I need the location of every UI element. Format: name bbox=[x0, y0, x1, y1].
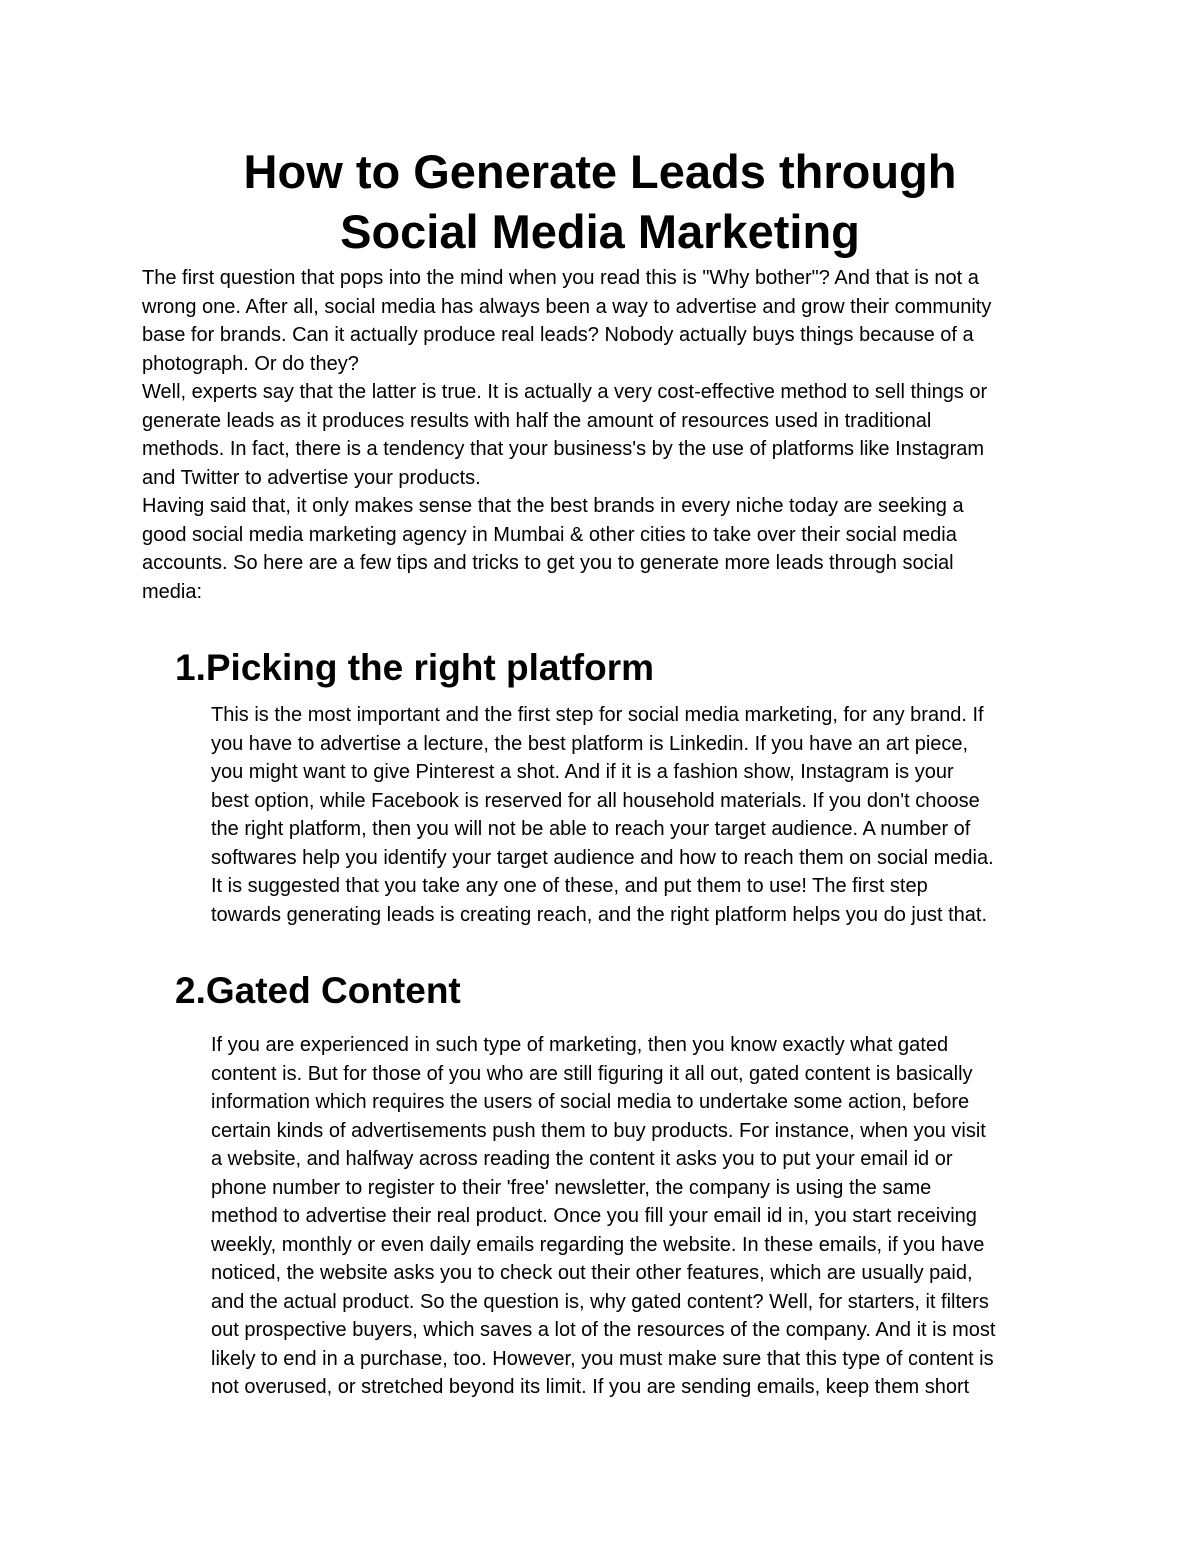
text-line: and Twitter to advertise your products. bbox=[142, 466, 481, 489]
text-line: softwares help you identify your target audience and how to reach them on social media. bbox=[211, 846, 994, 869]
section-body-gated-content bbox=[211, 1031, 1071, 1402]
text-line: method to advertise their real product. Once you fill your email id in, you start receiving bbox=[211, 1205, 977, 1227]
title-line: How to Generate Leads through bbox=[243, 145, 957, 198]
text-line: not overused, or stretched beyond its limit. If you are sending emails, keep them short bbox=[211, 1376, 970, 1398]
intro-text bbox=[142, 264, 1082, 606]
text-line: best option, while Facebook is reserved for all household materials. If you don't choose bbox=[211, 789, 980, 812]
text-line: noticed, the website asks you to check out their other features, which are usually paid, bbox=[211, 1262, 973, 1284]
text-line: the right platform, then you will not be able to reach your target audience. A number of bbox=[211, 818, 971, 840]
text-line: you might want to give Pinterest a shot. And if it is a fashion show, Instagram is your bbox=[211, 761, 954, 783]
document-title bbox=[140, 142, 1060, 262]
text-line: media: bbox=[142, 580, 203, 603]
text-line: out prospective buyers, which saves a lot of the resources of the company. And it is most bbox=[211, 1319, 996, 1341]
text-line: generate leads as it produces results with half the amount of resources used in traditional bbox=[142, 409, 932, 432]
text-line: base for brands. Can it actually produce real leads? Nobody actually buys things because of a bbox=[142, 324, 974, 346]
text-line: This is the most important and the first step for social media marketing, for any brand. If bbox=[211, 704, 984, 726]
section-heading-gated-content: 2.Gated Content bbox=[175, 970, 461, 1011]
text-line: likely to end in a purchase, too. However, you must make sure that this type of content is bbox=[211, 1347, 994, 1370]
title-line: Social Media Marketing bbox=[340, 205, 860, 258]
text-line: a website, and halfway across reading the content it asks you to put your email id or bbox=[211, 1148, 953, 1170]
text-line: It is suggested that you take any one of these, and put them to use! The first step bbox=[211, 875, 928, 897]
text-line: phone number to register to their 'free' newsletter, the company is using the same bbox=[211, 1176, 932, 1199]
section-heading-picking-platform: 1.Picking the right platform bbox=[175, 647, 654, 688]
text-line: The first question that pops into the mind when you read this is "Why bother"? And that is not a bbox=[142, 267, 979, 289]
text-line: Having said that, it only makes sense that the best brands in every niche today are seeking a bbox=[142, 495, 964, 517]
text-line: methods. In fact, there is a tendency that your business's by the use of platforms like Instagram bbox=[142, 438, 985, 460]
text-line: content is. But for those of you who are still figuring it all out, gated content is basically bbox=[211, 1062, 973, 1085]
intro-paragraph bbox=[142, 378, 1082, 492]
intro-paragraph bbox=[142, 264, 1082, 378]
section-body-picking-platform bbox=[211, 701, 1071, 929]
text-line: weekly, monthly or even daily emails regarding the website. In these emails, if you have bbox=[211, 1233, 985, 1256]
text-line: and the actual product. So the question is, why gated content? Well, for starters, it filters bbox=[211, 1290, 989, 1313]
intro-paragraph bbox=[142, 492, 1082, 606]
text-line: certain kinds of advertisements push them to buy products. For instance, when you visit bbox=[211, 1119, 986, 1142]
text-line: good social media marketing agency in Mumbai & other cities to take over their social media bbox=[142, 523, 957, 546]
text-line: Well, experts say that the latter is true. It is actually a very cost-effective method to sell things or bbox=[142, 381, 988, 403]
text-line: wrong one. After all, social media has always been a way to advertise and grow their community bbox=[142, 295, 992, 318]
text-line: towards generating leads is creating reach, and the right platform helps you do just that. bbox=[211, 903, 988, 926]
text-line: photograph. Or do they? bbox=[142, 352, 359, 375]
text-line: you have to advertise a lecture, the best platform is Linkedin. If you have an art piece, bbox=[211, 732, 969, 755]
text-line: accounts. So here are a few tips and tricks to get you to generate more leads through social bbox=[142, 552, 954, 574]
text-line: information which requires the users of social media to undertake some action, before bbox=[211, 1091, 970, 1113]
text-line: If you are experienced in such type of marketing, then you know exactly what gated bbox=[211, 1034, 949, 1056]
